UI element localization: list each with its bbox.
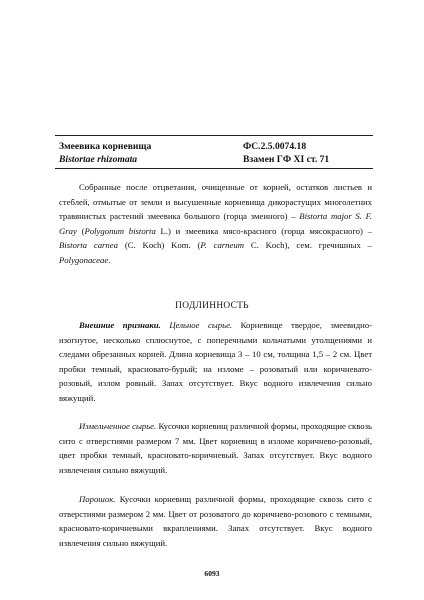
powder-label: Порошок. bbox=[79, 494, 116, 504]
family-name: Polygonaceae bbox=[59, 254, 109, 265]
powder-paragraph bbox=[59, 492, 372, 550]
title-latin: Bistortae rhizomata bbox=[59, 154, 138, 165]
monograph-header bbox=[59, 140, 371, 166]
whole-raw-material-label: Цельное сырье. bbox=[169, 320, 233, 330]
title-russian: Змеевика корневища bbox=[59, 141, 152, 152]
intro-text-3: L.) и змеевика мясо-красного (горца мясокрасного) – bbox=[155, 225, 372, 236]
header-row-2 bbox=[59, 153, 371, 166]
intro-text-2: ( bbox=[76, 225, 85, 236]
monograph-code: ФС.2.5.0074.18 bbox=[243, 141, 307, 152]
intro-text-5: C. Koch), сем. гречишных – bbox=[244, 240, 373, 250]
crushed-material-text: Кусочки корневищ различной формы, проходящие сквозь сито с отверстиями размером 7 мм. Цвет корневищ в изломе коричнево-розовый, цвет пробки темный, красновато-коричневый. Запах отсутствует. Вкус водного извлечения сильно вяжущий. bbox=[59, 421, 372, 475]
external-features-text: Корневище твердое, змеевидно-изогнутое, несколько сплюснутое, с поперечными кольчатыми утолщениями и следами обрезанных корней. Длина корневища 3 – 10 см, толщина 1,5 – 2 см. Цвет пробки темный, красновато-бурый; на изломе – розоватый или коричневато-розовый, излом ровный. Запах отсутствует. Вкус водного извлечения сильно вяжущий. bbox=[59, 320, 372, 403]
header-top-rule bbox=[55, 135, 373, 136]
intro-text-6: . bbox=[108, 254, 111, 265]
intro-text-4: (C. Koch) Kom. ( bbox=[117, 240, 201, 250]
intro-paragraph-block bbox=[59, 180, 372, 267]
external-features-paragraph bbox=[59, 318, 372, 405]
intro-paragraph bbox=[59, 180, 372, 267]
crushed-material-label: Измельченное сырье. bbox=[79, 421, 157, 431]
external-features-block bbox=[59, 318, 372, 405]
header-bottom-rule bbox=[55, 168, 373, 169]
species-name-2: Polygonum bistorta bbox=[84, 225, 156, 236]
header-row-1 bbox=[59, 140, 371, 153]
powder-block bbox=[59, 492, 372, 550]
species-name-1: Bistorta major S. F. Gray bbox=[59, 211, 372, 236]
section-heading: ПОДЛИННОСТЬ bbox=[175, 301, 249, 311]
intro-text-1: Собранные после отцветания, очищенные от корней, остатков листьев и стеблей, отмытые от земли и высушенные корневища дикорастущих многолетних травянистых растений змеевика большого (горца змеиного) – bbox=[59, 182, 372, 221]
replaces-note: Взамен ГФ XI ст. 71 bbox=[243, 154, 330, 165]
powder-text: Кусочки корневищ различной формы, проходящие сквозь сито с отверстиями размером 2 мм. Цвет от розоватого до коричнево-розового с темными, красновато-коричневыми вкраплениями. Запах отсутствует. Вкус водного извлечения сильно вяжущий. bbox=[59, 494, 372, 548]
external-features-label: Внешние признаки. bbox=[79, 320, 161, 330]
crushed-material-block bbox=[59, 419, 372, 477]
crushed-material-paragraph bbox=[59, 419, 372, 477]
page-number: 6093 bbox=[204, 569, 220, 578]
species-name-3: Bistorta carnea bbox=[59, 240, 118, 250]
species-name-4: P. carneum bbox=[200, 240, 244, 250]
